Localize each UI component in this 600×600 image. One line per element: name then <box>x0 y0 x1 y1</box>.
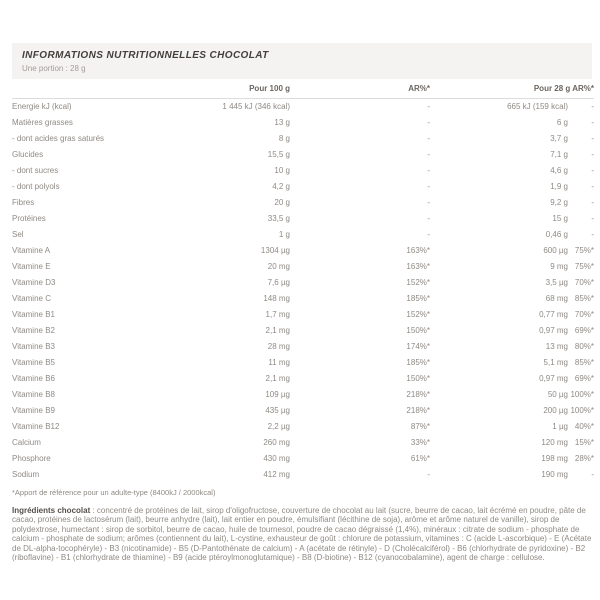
per28-value: 68 mg <box>545 294 568 303</box>
ar28-value: 75%* <box>574 262 595 271</box>
row-label: Matières grasses <box>12 118 73 127</box>
ar28-value: 80%* <box>574 342 595 351</box>
ar28-value: - <box>591 198 595 207</box>
ar28-value: - <box>591 230 595 239</box>
row-label: Vitamine B2 <box>12 326 55 335</box>
ar28-value: - <box>591 470 595 479</box>
table-row <box>12 275 594 291</box>
row-label: - dont sucres <box>12 166 59 175</box>
table-row <box>12 467 594 483</box>
per28-value: 190 mg <box>541 470 568 479</box>
table-row <box>12 371 594 387</box>
column-header-ar: AR%* <box>290 81 430 99</box>
per100-value: 20 mg <box>267 262 290 271</box>
ar28-value: - <box>591 214 595 223</box>
page-title: INFORMATIONS NUTRITIONNELLES CHOCOLAT <box>22 50 269 61</box>
row-label: Protéines <box>12 214 46 223</box>
per100-value: 15,5 g <box>267 150 290 159</box>
table-row <box>12 451 594 467</box>
ar28-value: 69%* <box>574 326 595 335</box>
per100-value: 2,2 µg <box>267 422 290 431</box>
row-label: Vitamine B3 <box>12 342 55 351</box>
table-row <box>12 243 594 259</box>
per28-value: 15 g <box>552 214 568 223</box>
ar100-value: 185%* <box>406 358 430 367</box>
ar100-value: 174%* <box>406 342 430 351</box>
per28-value: 3,5 µg <box>545 278 568 287</box>
row-label: - dont acides gras saturés <box>12 134 105 143</box>
row-label: Vitamine C <box>12 294 51 303</box>
column-header-per28-ar: Pour 28 g AR%* <box>430 81 594 99</box>
per100-value: 109 µg <box>265 390 290 399</box>
table-row <box>12 131 594 147</box>
row-label: Glucides <box>12 150 44 159</box>
ingredients-paragraph <box>12 506 594 563</box>
per28-value: 5,1 mg <box>543 358 568 367</box>
ar28-value: 100%* <box>570 406 595 415</box>
per28-value: 0,77 mg <box>539 310 568 319</box>
table-row <box>12 211 594 227</box>
ar100-value: 33%* <box>410 438 430 447</box>
ar100-value: - <box>427 150 430 159</box>
table-row <box>12 339 594 355</box>
per100-value: 1 g <box>278 230 290 239</box>
row-label: Vitamine E <box>12 262 51 271</box>
per28-value: 4,6 g <box>550 166 568 175</box>
reference-footnote: *Apport de référence pour un adulte-type (8400kJ / 2000kcal) <box>12 487 216 497</box>
per100-value: 2,1 mg <box>265 374 290 383</box>
ar28-value: 70%* <box>574 310 595 319</box>
ar100-value: 150%* <box>406 374 430 383</box>
per28-value: 9 mg <box>550 262 568 271</box>
per28-value: 3,7 g <box>550 134 568 143</box>
per100-value: 1304 µg <box>260 246 290 255</box>
nutrition-table <box>12 81 594 483</box>
ar28-value: - <box>591 102 595 112</box>
column-header-per100: Pour 100 g <box>182 81 290 99</box>
per28-value: 200 µg <box>543 406 568 415</box>
per100-value: 10 g <box>274 166 290 175</box>
row-label: Energie kJ (kcal) <box>12 102 72 112</box>
row-label: Vitamine B5 <box>12 358 55 367</box>
ar28-value: - <box>591 166 595 175</box>
ar100-value: - <box>427 230 430 239</box>
ar100-value: 152%* <box>406 278 430 287</box>
row-label: Vitamine B1 <box>12 310 55 319</box>
per28-value: 50 µg <box>547 390 568 399</box>
per28-value: 0,46 g <box>545 230 568 239</box>
per100-value: 430 mg <box>263 454 290 463</box>
row-label: Fibres <box>12 198 35 207</box>
table-row <box>12 195 594 211</box>
ar28-value: 100%* <box>570 390 595 399</box>
table-row <box>12 227 594 243</box>
per28-value: 0,97 mg <box>539 374 568 383</box>
ar28-value: 40%* <box>574 422 595 431</box>
row-label: Phosphore <box>12 454 51 463</box>
ar28-value: 85%* <box>574 294 595 303</box>
ar28-value: 85%* <box>574 358 595 367</box>
table-row <box>12 99 594 115</box>
ar28-value: 28%* <box>574 454 595 463</box>
ar100-value: - <box>427 198 430 207</box>
ar100-value: 61%* <box>410 454 430 463</box>
row-label: Vitamine A <box>12 246 51 255</box>
per28-value: 600 µg <box>543 246 568 255</box>
per100-value: 1 445 kJ (346 kcal) <box>222 102 290 112</box>
per100-value: 8 g <box>278 134 290 143</box>
row-label: Sel <box>12 230 24 239</box>
per28-value: 1 µg <box>552 422 568 431</box>
per100-value: 13 g <box>274 118 290 127</box>
ar100-value: - <box>427 134 430 143</box>
per100-value: 260 mg <box>263 438 290 447</box>
ar100-value: 218%* <box>406 390 430 399</box>
ar28-value: 69%* <box>574 374 595 383</box>
per28-value: 1,9 g <box>550 182 568 191</box>
ar28-value: - <box>591 118 595 127</box>
per100-value: 33,5 g <box>267 214 290 223</box>
per100-value: 11 mg <box>268 358 290 367</box>
per100-value: 148 mg <box>263 294 290 303</box>
per100-value: 435 µg <box>265 406 290 415</box>
per28-value: 665 kJ (159 kcal) <box>507 102 568 112</box>
ar100-value: - <box>427 166 430 175</box>
table-body <box>12 99 594 483</box>
per28-value: 9,2 g <box>550 198 568 207</box>
ar100-value: 163%* <box>406 262 430 271</box>
column-header-empty <box>12 81 182 99</box>
table-row <box>12 259 594 275</box>
ar100-value: - <box>427 102 430 112</box>
row-label: Vitamine B12 <box>12 422 60 431</box>
row-label: - dont polyols <box>12 182 60 191</box>
portion-subtitle: Une portion : 28 g <box>22 64 86 73</box>
ar100-value: - <box>427 470 430 479</box>
table-row <box>12 435 594 451</box>
row-label: Vitamine B6 <box>12 374 55 383</box>
per28-value: 0,97 mg <box>539 326 568 335</box>
table-row <box>12 147 594 163</box>
per100-value: 2,1 mg <box>265 326 290 335</box>
table-header-row <box>12 81 594 99</box>
row-label: Sodium <box>12 470 40 479</box>
table-row <box>12 163 594 179</box>
table-row <box>12 419 594 435</box>
per100-value: 4,2 g <box>272 182 290 191</box>
ar100-value: 87%* <box>410 422 430 431</box>
per100-value: 28 mg <box>267 342 290 351</box>
ar100-value: 163%* <box>406 246 430 255</box>
ar28-value: - <box>591 150 595 159</box>
ar100-value: 218%* <box>406 406 430 415</box>
row-label: Vitamine B8 <box>12 390 55 399</box>
table-row <box>12 403 594 419</box>
ar100-value: 185%* <box>406 294 430 303</box>
table-row <box>12 323 594 339</box>
ar100-value: - <box>427 182 430 191</box>
table-header <box>12 81 594 99</box>
per28-value: 7,1 g <box>550 150 568 159</box>
table-row <box>12 291 594 307</box>
ar100-value: 152%* <box>406 310 430 319</box>
ar28-value: 15%* <box>574 438 595 447</box>
ar100-value: - <box>427 118 430 127</box>
ar28-value: 70%* <box>574 278 595 287</box>
ar28-value: - <box>591 182 595 191</box>
per28-value: 13 mg <box>545 342 568 351</box>
per100-value: 1,7 mg <box>265 310 290 319</box>
per28-value: 6 g <box>556 118 568 127</box>
row-label: Vitamine D3 <box>12 278 56 287</box>
table-row <box>12 355 594 371</box>
ingredients-label: Ingrédients chocolat <box>12 505 91 515</box>
ar100-value: 150%* <box>406 326 430 335</box>
table-row <box>12 387 594 403</box>
table-row <box>12 179 594 195</box>
per100-value: 7,6 µg <box>267 278 290 287</box>
per100-value: 412 mg <box>263 470 290 479</box>
row-label: Calcium <box>12 438 41 447</box>
per28-value: 198 mg <box>541 454 568 463</box>
table-row <box>12 115 594 131</box>
row-label: Vitamine B9 <box>12 406 55 415</box>
ar100-value: - <box>427 214 430 223</box>
table-row <box>12 307 594 323</box>
ar28-value: - <box>591 134 595 143</box>
per100-value: 20 g <box>274 198 290 207</box>
ingredients-text: : concentré de protéines de lait, sirop d'oligofructose, couverture de chocolat au lait (sucre, beurre de cacao, lait écrémé en poudre, pâte de cacao, protéines de lactosérum (lait), beurre anhydre (lait), lait entier en poudre, émulsifiant (lécithine de soja), arôme et arôme naturel de vanille), sirop de polydextrose, humectant : sirop de sorbitol, beurre de cacao, huile de tournesol, poudre de cacao dégraissé (1,4%), minéraux : citrate de sodium - phosphate de calcium - phosphate de sodium; arômes (contiennent du lait), L-cystine, exhausteur de goût : chlorure de potassium, vitamines : C (acide L-ascorbique) - E (Acétate de DL-alpha-tocophéryle) - B3 (nicotinamide) - B5 (D-Pantothénate de calcium) - A (acétate de rétinyle) - D (Cholécalciférol) - B6 (chlorhydrate de pyridoxine) - B2 (riboflavine) - B1 (chlorhydrate de thiamine) - B9 (acide ptéroylmonoglutamique) - B8 (D-biotine) - B12 (cyanocobalamine), agent de charge : cellulose. <box>12 505 592 562</box>
ar28-value: 75%* <box>574 246 595 255</box>
per28-value: 120 mg <box>541 438 568 447</box>
nutrition-header-band <box>12 43 592 79</box>
